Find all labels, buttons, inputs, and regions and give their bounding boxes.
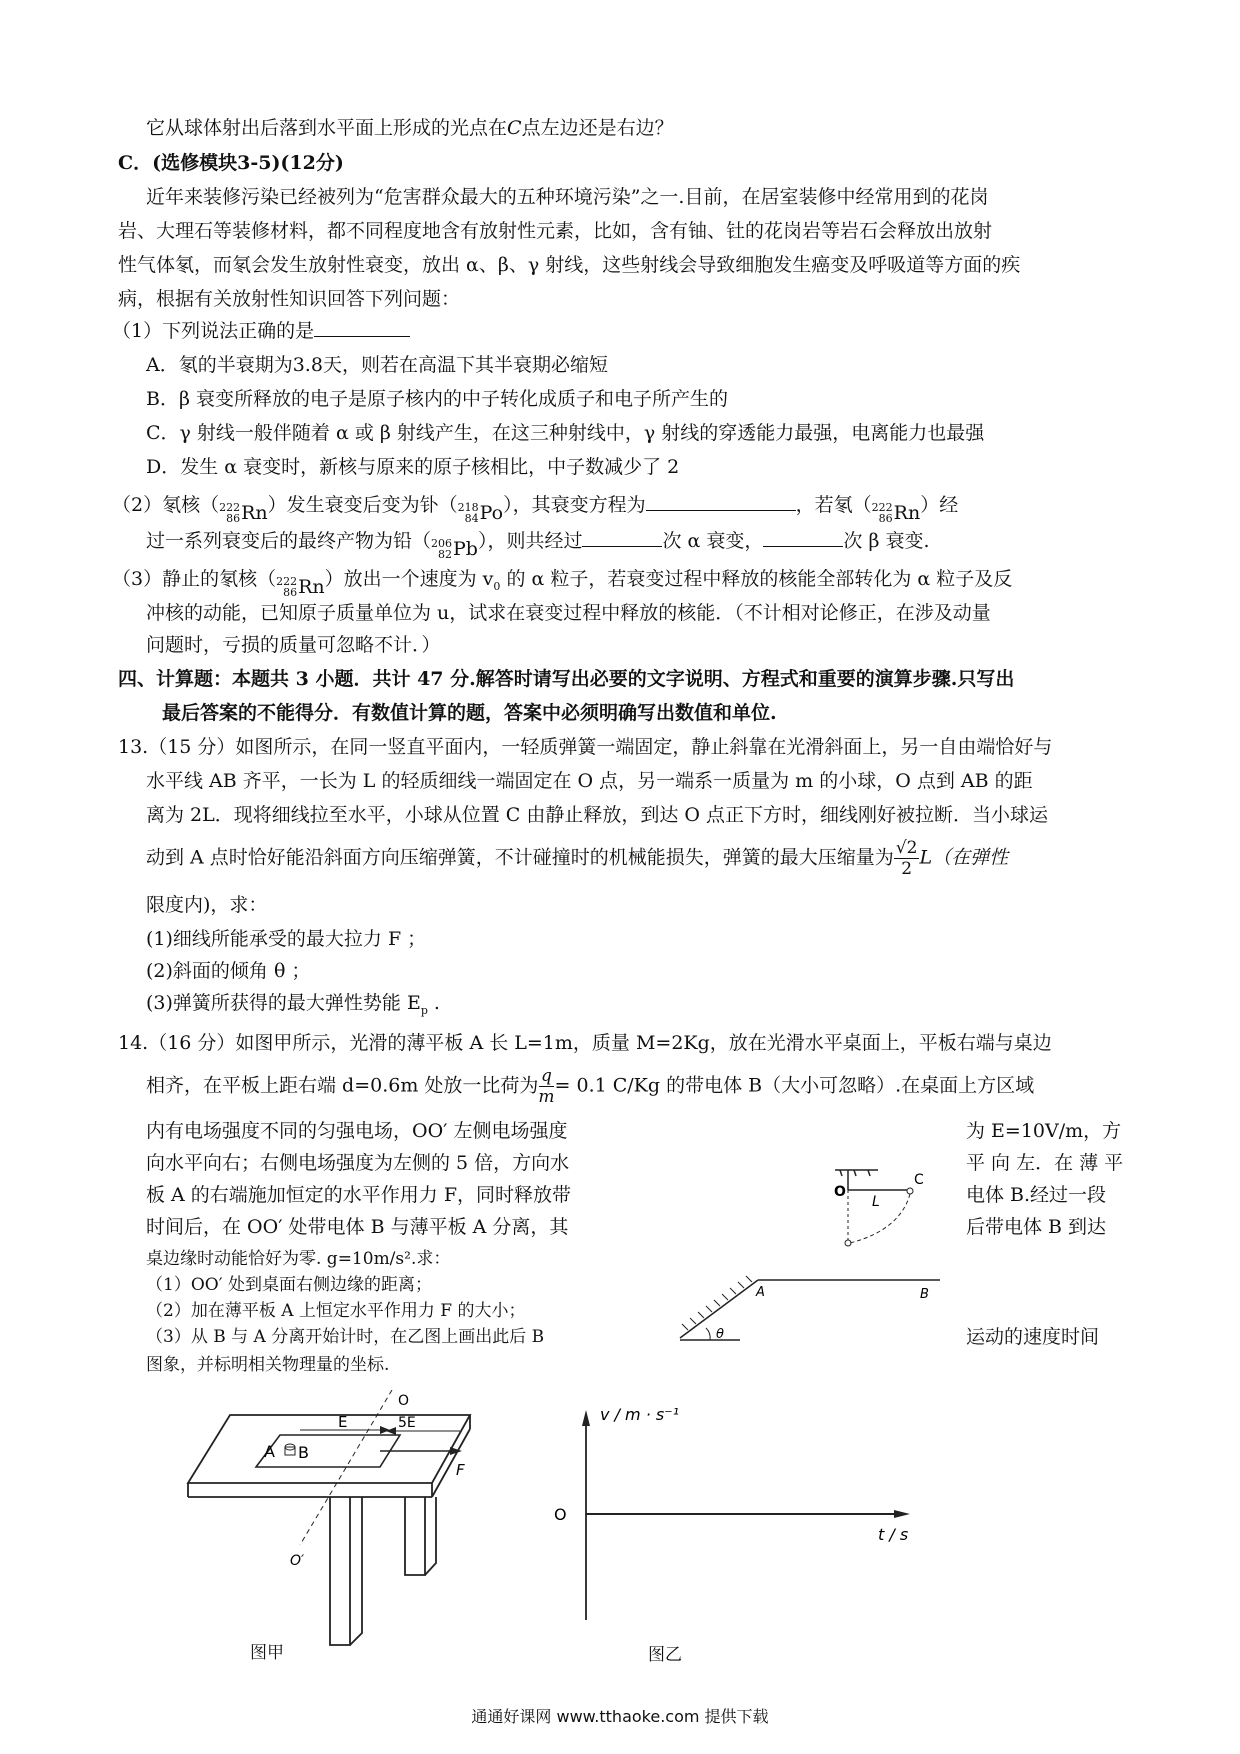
label-o-top: O — [398, 1393, 410, 1409]
y-axis-label: v / m · s⁻¹ — [600, 1405, 680, 1424]
problem-14-right-2: 平 向 左．在 薄 平 — [966, 1152, 1124, 1174]
problem-14-left-1: 内有电场强度不同的匀强电场，OO′ 左侧电场强度 — [146, 1120, 568, 1142]
question-2-line-1: （2）氡核（ 222 86 Rn ）发生衰变后变为钋（ 218 84 Po ），其衰变方程为 ，若氡（ 222 86 Rn ）经 — [112, 490, 958, 528]
ball-at-c — [907, 1188, 913, 1194]
problem-14-left-2: 向水平向右；右侧电场强度为左侧的 5 倍，方向水 — [146, 1152, 570, 1174]
ceiling-hatch — [835, 1170, 878, 1176]
incline-hatch — [682, 1276, 752, 1330]
problem-14-left-7: （2）加在薄平板 A 上恒定水平作用力 F 的大小； — [146, 1301, 526, 1321]
arrow-5e — [386, 1427, 396, 1435]
question-1-stem: （1）下列说法正确的是 — [112, 316, 410, 346]
problem-13-sub-2: (2)斜面的倾角 θ ； — [146, 960, 311, 982]
arc-dashed-path — [850, 1194, 910, 1243]
option-b: B．β 衰变所释放的电子是原子核内的中子转化成质子和电子所产生的 — [146, 388, 728, 410]
label-5e: 5E — [398, 1415, 416, 1431]
intro-line-3: 性气体氡，而氡会发生放射性衰变，放出 α、β、γ 射线，这些射线会导致细胞发生癌变及呼吸道等方面的疾 — [118, 254, 1021, 276]
label-c: C — [914, 1172, 924, 1188]
answer-blank[interactable] — [314, 316, 410, 337]
problem-14-right-1: 为 E=10V/m，方 — [966, 1120, 1122, 1142]
answer-blank[interactable] — [582, 526, 662, 547]
problem-13-sub-3: (3)弹簧所获得的最大弹性势能 $E_p$ . — [146, 992, 440, 1017]
sqrt2-over-2-fraction: $\frac{√2}{2}$ — [895, 838, 918, 879]
radon-nuclide: 222 86 Rn — [219, 501, 268, 525]
problem-14-right-5: 运动的速度时间 — [966, 1326, 1100, 1348]
label-a: A — [264, 1442, 275, 1461]
question-3-line-3: 问题时，亏损的质量可忽略不计．） — [146, 634, 441, 656]
question-3-line-1: （3）静止的氡核（ 222 86 Rn ）放出一个速度为 $v_0$ 的 α 粒子，若衰变过程中释放的核能全部转化为 α 粒子及反 — [112, 564, 1012, 602]
question-2-line-2: 过一系列衰变后的最终产物为铅（ 206 82 Pb ），则共经过 次 α 衰变， 次 β 衰变. — [146, 526, 930, 564]
prev-problem-tail: 它从球体射出后落到水平面上形成的光点在C点左边还是右边？ — [146, 117, 674, 139]
caption-jia: 图甲 — [250, 1643, 284, 1663]
problem-13-line-4: 动到 A 点时恰好能沿斜面方向压缩弹簧，不计碰撞时的机械能损失，弹簧的最大压缩量为 $\frac{√2}{2}$ L（在弹性 — [146, 838, 1009, 879]
problem-14-right-3: 电体 B.经过一段 — [966, 1184, 1107, 1206]
figure-jia — [170, 1395, 560, 1645]
problem-14-line-2: 相齐，在平板上距右端 d=0.6m 处放一比荷为 $\frac{q}{m}$ = 0.1 C/Kg 的带电体 B（大小可忽略）.在桌面上方区域 — [146, 1066, 1035, 1107]
polonium-nuclide: 218 84 Po — [457, 501, 504, 525]
figure-yi — [554, 1400, 940, 1630]
label-b: B — [920, 1287, 929, 1302]
problem-13-line-1: 13.（15 分）如图所示，在同一竖直平面内，一轻质弹簧一端固定，静止斜靠在光滑斜面上，另一自由端恰好与 — [118, 736, 1053, 758]
problem-13-line-3: 离为 2L．现将细线拉至水平，小球从位置 C 由静止释放，到达 O 点正下方时，细线刚好被拉断．当小球运 — [146, 804, 1049, 826]
problem-14-line-1: 14.（16 分）如图甲所示，光滑的薄平板 A 长 L=1m，质量 M=2Kg，放在光滑水平桌面上，平板右端与桌边 — [118, 1032, 1052, 1054]
x-axis-label: t / s — [878, 1525, 909, 1544]
label-b: B — [298, 1443, 309, 1462]
label-o-bottom: O′ — [290, 1553, 305, 1569]
problem-13-figure — [660, 1160, 950, 1360]
problem-13-sub-1: (1)细线所能承受的最大拉力 F ； — [146, 928, 427, 950]
problem-13-line-5: 限度内)，求： — [146, 894, 268, 916]
option-d: D．发生 α 衰变时，新核与原来的原子核相比，中子数减少了 2 — [146, 456, 680, 478]
label-e: E — [338, 1413, 348, 1431]
plate-a — [256, 1435, 400, 1467]
label-o: O — [834, 1184, 846, 1200]
label-a: A — [756, 1285, 765, 1300]
footer-watermark: 通通好课网 www.tthaoke.com 提供下载 — [471, 1707, 769, 1726]
radon-nuclide: 222 86 Rn — [871, 501, 921, 525]
option-c: C．γ 射线一般伴随着 α 或 β 射线产生，在这三种射线中，γ 射线的穿透能力最强，电离能力也最强 — [146, 422, 985, 444]
angle-arc — [706, 1328, 710, 1340]
problem-14-left-3: 板 A 的右端施加恒定的水平作用力 F，同时释放带 — [146, 1184, 572, 1206]
problem-14-left-5: 桌边缘时动能恰好为零. g=10m/s².求： — [146, 1249, 451, 1269]
label-theta: θ — [716, 1327, 724, 1342]
charge-mass-fraction: $\frac{q}{m}$ — [538, 1066, 555, 1107]
ball-at-bottom — [845, 1240, 851, 1246]
problem-14-left-4: 时间后，在 OO′ 处带电体 B 与薄平板 A 分离，其 — [146, 1216, 569, 1238]
section-4-line-2: 最后答案的不能得分．有数值计算的题，答案中必须明确写出数值和单位. — [162, 702, 777, 724]
label-l: L — [872, 1194, 880, 1210]
table-leg-front — [330, 1497, 362, 1645]
label-f: F — [456, 1461, 465, 1479]
answer-blank[interactable] — [646, 490, 796, 511]
answer-blank[interactable] — [763, 526, 843, 547]
section-4-line-1: 四、计算题：本题共 3 小题．共计 47 分.解答时请写出必要的文字说明、方程式和重要的演算步骤.只写出 — [118, 668, 1015, 690]
radon-nuclide: 222 86 Rn — [276, 575, 325, 599]
table-leg-right — [405, 1497, 436, 1575]
problem-14-last-line: 图象，并标明相关物理量的坐标. — [146, 1355, 390, 1375]
intro-line-1: 近年来装修污染已经被列为“危害群众最大的五种环境污染”之一.目前，在居室装修中经常用到的花岗 — [146, 186, 989, 208]
intro-line-2: 岩、大理石等装修材料，都不同程度地含有放射性元素，比如，含有铀、钍的花岗岩等岩石会释放出放射 — [118, 220, 993, 242]
problem-14-left-8: （3）从 B 与 A 分离开始计时，在乙图上画出此后 B — [146, 1327, 545, 1347]
question-3-line-2: 冲核的动能，已知原子质量单位为 u，试求在衰变过程中释放的核能．（不计相对论修正，在涉及动量 — [146, 602, 991, 624]
problem-14-left-6: （1）OO′ 处到桌面右侧边缘的距离； — [146, 1275, 432, 1295]
section-c-title: C．(选修模块3-5)(12分) — [118, 152, 344, 174]
caption-yi: 图乙 — [648, 1645, 682, 1665]
problem-14-right-4: 后带电体 B 到达 — [966, 1216, 1107, 1238]
lead-nuclide: 206 82 Pb — [431, 537, 478, 561]
intro-line-4: 病，根据有关放射性知识回答下列问题： — [118, 288, 461, 310]
origin-label: O — [554, 1505, 567, 1524]
problem-13-line-2: 水平线 AB 齐平，一长为 L 的轻质细线一端固定在 O 点，另一端系一质量为 m 的小球，O 点到 AB 的距 — [146, 770, 1033, 792]
option-a: A．氡的半衰期为3.8天，则若在高温下其半衰期必缩短 — [146, 354, 608, 376]
